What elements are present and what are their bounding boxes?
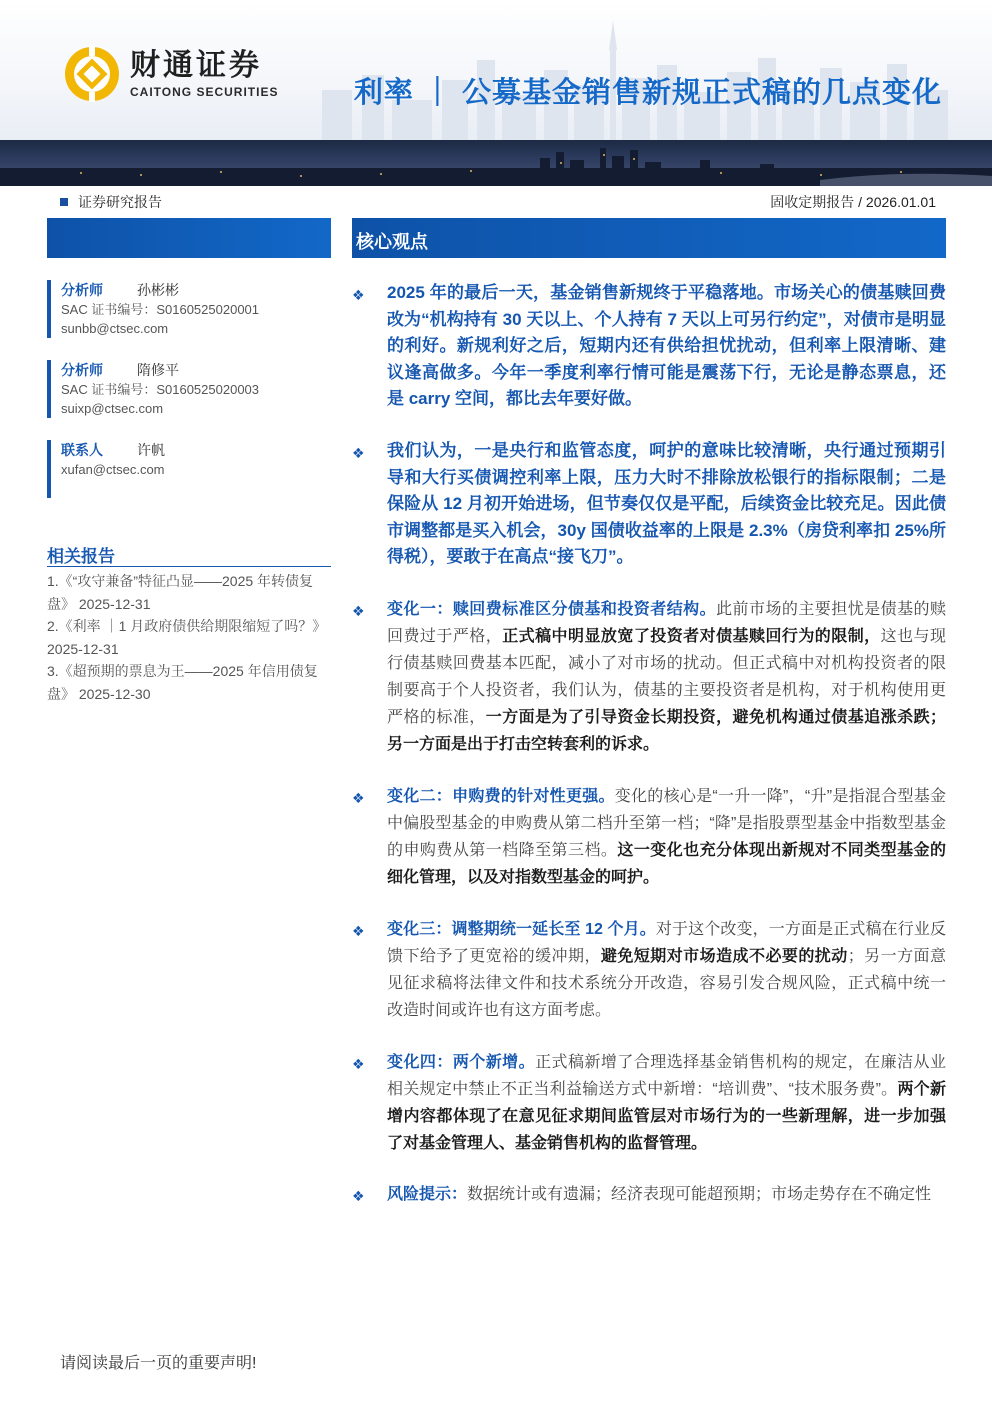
contact-card (47, 440, 331, 498)
change-two-paragraph (352, 783, 946, 891)
diamond-bullet-icon: ❖ (352, 1188, 365, 1204)
square-bullet-icon (60, 198, 68, 206)
contact-email[interactable]: xufan@ctsec.com (61, 462, 165, 477)
report-header (0, 0, 992, 186)
report-category: 证券研究报告 (78, 194, 162, 210)
disclaimer-footer: 请阅读最后一页的重要声明! (60, 1355, 257, 1372)
analyst-name: 孙彬彬 (137, 282, 179, 298)
logo-english-name: CAITONG SECURITIES (130, 85, 279, 99)
core-view-label: 核心观点 (356, 232, 428, 252)
change-three-heading: 变化三：调整期统一延长至 12 个月。 (387, 921, 656, 938)
analyst-cert: SAC 证书编号：S0160525020001 (61, 302, 260, 317)
left-column-banner (47, 218, 331, 258)
analyst-email[interactable]: sunbb@ctsec.com (61, 321, 169, 336)
diamond-bullet-icon: ❖ (352, 287, 365, 303)
change-three-paragraph (352, 916, 946, 1024)
related-report-item[interactable]: 3.《超预期的票息为王——2025 年信用债复盘》 2025-12-30 (47, 663, 318, 702)
change-three-text: 对于这个改变，一方面是正式稿在行业反馈下给予了更宽裕的缓冲期， (387, 921, 946, 965)
analyst-card (47, 280, 331, 338)
risk-heading: 风险提示： (387, 1186, 468, 1203)
contact-name: 许帆 (137, 442, 165, 458)
change-four-emphasis: 两个新增内容都体现了在意见征求期间监管层对市场行为的一些新理解，进一步加强了对基金管理人、基金销售机构的监督管理。 (387, 1081, 946, 1152)
core-view-banner (352, 218, 946, 258)
change-three-text: ；另一方面意见征求稿将法律文件和技术系统分开改造，容易引发合规风险，正式稿中统一改造时间或许也有这方面考虑。 (387, 948, 946, 1019)
analyst-role: 分析师 (61, 362, 103, 378)
change-one-text: 这也与现行债基赎回费基本匹配，减小了对市场的扰动。但正式稿中对机构投资者的限制要高于个人投资者，我们认为，债基的主要投资者是机构，对于机构使用更严格的标准， (387, 628, 946, 726)
change-four-text: 正式稿新增了合理选择基金销售机构的规定，在廉洁从业相关规定中禁止不正当利益输送方式中新增：“培训费”、“技术服务费”。 (387, 1054, 946, 1098)
risk-paragraph (352, 1181, 946, 1208)
diamond-bullet-icon: ❖ (352, 923, 365, 939)
change-two-text: 变化的核心是“一升一降”，“升”是指混合型基金中偏股型基金的申购费从第二档升至第一档；“降”是指股票型基金中指数型基金的申购费从第一档降至第三档。 (387, 788, 946, 859)
city-banner-image (0, 140, 992, 186)
related-report-item[interactable]: 1.《“攻守兼备”特征凸显——2025 年转债复盘》 2025-12-31 (47, 573, 314, 612)
change-two-heading: 变化二：申购费的针对性更强。 (387, 788, 615, 805)
change-one-paragraph (352, 596, 946, 758)
summary-text: 2025 年的最后一天，基金销售新规终于平稳落地。市场关心的债基赎回费改为“机构持有 30 天以上、个人持有 7 天以上可另行约定”，对债市是明显的利好。新规利好之后，短期内还有供给担忧扰动，但利率上限清晰、建议逢高做多。今年一季度利率行情可能是震荡下行，无论是静态票息，还是 carry 空间，都比去年要好做。 (387, 283, 946, 408)
view-text: 我们认为，一是央行和监管态度，呵护的意味比较清晰，央行通过预期引导和大行买债调控利率上限，压力大时不排除放松银行的指标限制；二是保险从 12 月初开始进场，但节奏仅仅是平配，后续资金比较充足。因此债市调整都是买入机会，30y 国债收益率的上限是 2.3%（房贷利率扣 25%所得税），要敢于在高点“接飞刀”。 (387, 441, 946, 566)
related-reports-list (47, 570, 333, 705)
diamond-bullet-icon: ❖ (352, 1056, 365, 1072)
caitong-logo-icon (62, 44, 122, 104)
analyst-cert: SAC 证书编号：S0160525020003 (61, 382, 260, 397)
report-title: 利率 ｜ 公募基金销售新规正式稿的几点变化 (353, 77, 942, 109)
summary-paragraph (352, 280, 946, 413)
view-paragraph (352, 438, 946, 571)
risk-text: 数据统计或有遗漏；经济表现可能超预期；市场走势存在不确定性 (467, 1186, 932, 1203)
analyst-card (47, 360, 331, 418)
logo-chinese-name: 财通证券 (130, 48, 262, 83)
change-one-emphasis: 正式稿中明显放宽了投资者对债基赎回行为的限制， (502, 628, 881, 645)
change-one-heading: 变化一：赎回费标准区分债基和投资者结构。 (387, 601, 717, 618)
analyst-email[interactable]: suixp@ctsec.com (61, 401, 164, 416)
sub-header (60, 192, 940, 210)
diamond-bullet-icon: ❖ (352, 790, 365, 806)
related-reports-title: 相关报告 (47, 547, 115, 566)
analyst-role: 分析师 (61, 282, 103, 298)
related-report-item[interactable]: 2.《利率 ｜1 月政府债供给期限缩短了吗？》 2025-12-31 (47, 618, 327, 657)
contact-role: 联系人 (61, 442, 103, 458)
change-one-text: 此前市场的主要担忧是债基的赎回费过于严格， (387, 601, 946, 645)
company-logo (62, 44, 278, 104)
analyst-name: 隋修平 (137, 362, 179, 378)
change-four-paragraph (352, 1049, 946, 1157)
diamond-bullet-icon: ❖ (352, 445, 365, 461)
change-two-emphasis: 这一变化也充分体现出新规对不同类型基金的细化管理，以及对指数型基金的呵护。 (387, 842, 946, 886)
related-divider (47, 566, 331, 567)
change-one-emphasis: 一方面是为了引导资金长期投资，避免机构通过债基追涨杀跌；另一方面是出于打击空转套利的诉求。 (387, 709, 946, 753)
diamond-bullet-icon: ❖ (352, 603, 365, 619)
change-four-heading: 变化四：两个新增。 (387, 1054, 536, 1071)
report-type-date: 固收定期报告 / 2026.01.01 (770, 194, 936, 210)
change-three-emphasis: 避免短期对市场造成不必要的扰动 (600, 948, 848, 965)
